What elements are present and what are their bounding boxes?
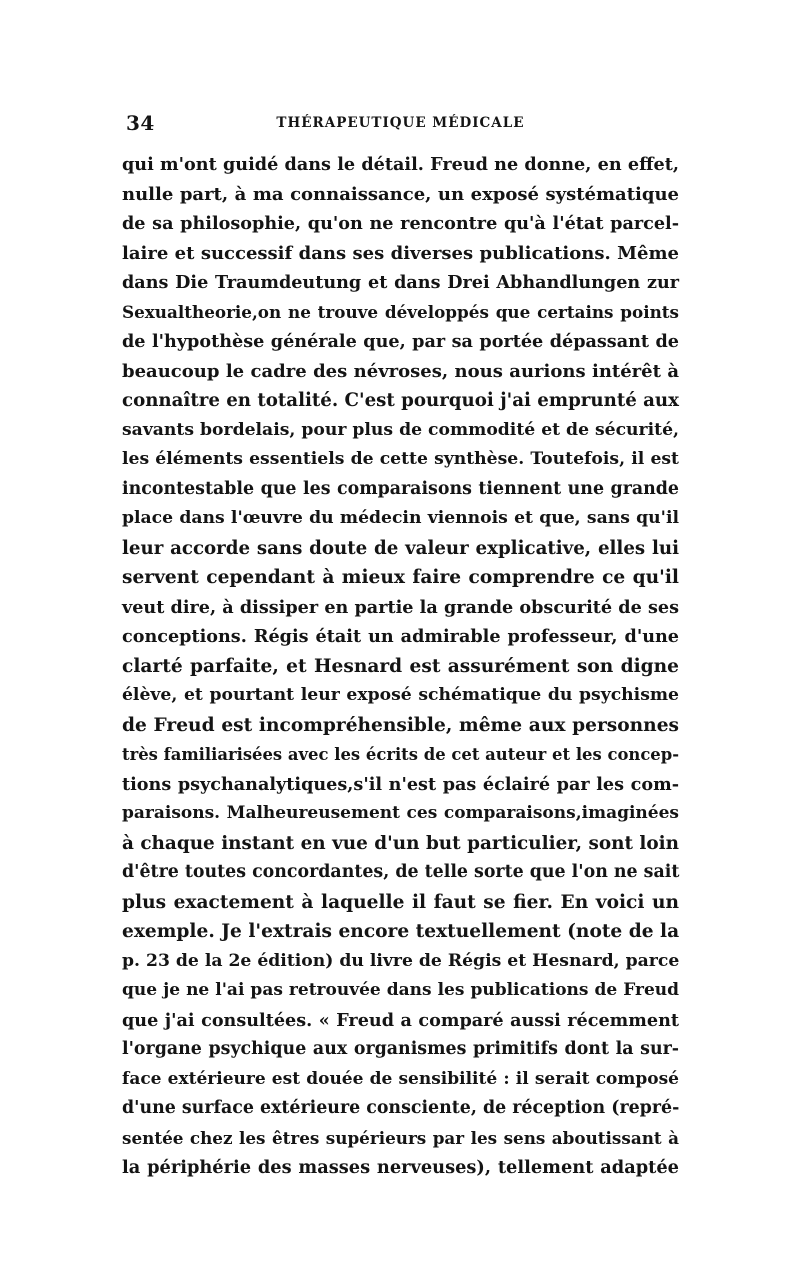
text-line: dans Die Traumdeutung et dans Drei Abhandlungen zur: [122, 272, 679, 293]
text-line: face extérieure est douée de sensibilité : il serait composé: [122, 1068, 679, 1089]
text-line: veut dire, à dissiper en partie la grande obscurité de ses: [122, 596, 679, 618]
text-line: élève, et pourtant leur exposé schématique du psychisme: [122, 685, 679, 705]
text-line: conceptions. Régis était un admirable professeur, d'une: [122, 626, 679, 647]
text-line: d'une surface extérieure consciente, de réception (repré-: [122, 1098, 680, 1118]
text-line: qui m'ont guidé dans le détail. Freud ne donne, en effet,: [122, 154, 679, 175]
text-line: que je ne l'ai pas retrouvée dans les publications de Freud: [122, 980, 679, 1000]
text-line: p. 23 de la 2e édition) du livre de Régis et Hesnard, parce: [122, 950, 680, 971]
text-line: tions psychanalytiques,s'il n'est pas éclairé par les com-: [122, 773, 679, 795]
text-line: incontestable que les comparaisons tiennent une grande: [122, 478, 679, 499]
page-header: [122, 111, 679, 141]
text-line: la périphérie des masses nerveuses), tellement adaptée: [122, 1157, 679, 1178]
text-line: sentée chez les êtres supérieurs par les sens aboutissant à: [122, 1127, 679, 1148]
text-line: très familiarisées avec les écrits de cet auteur et les concep-: [122, 745, 679, 764]
text-line: connaître en totalité. C'est pourquoi j'ai emprunté aux: [122, 390, 679, 411]
text-line: paraisons. Malheureusement ces comparaisons,imaginées: [122, 803, 679, 823]
text-line: place dans l'œuvre du médecin viennois et que, sans qu'il: [122, 508, 679, 528]
text-line: leur accorde sans doute de valeur explicative, elles lui: [122, 537, 679, 559]
text-line: beaucoup le cadre des névroses, nous aurions intérêt à: [122, 360, 679, 382]
text-line: d'être toutes concordantes, de telle sorte que l'on ne sait: [122, 862, 680, 882]
text-line: laire et successif dans ses diverses publications. Même: [122, 242, 679, 264]
text-line: de sa philosophie, qu'on ne rencontre qu'à l'état parcel-: [122, 213, 679, 234]
text-line: plus exactement à laquelle il faut se fier. En voici un: [122, 891, 679, 913]
text-line: l'organe psychique aux organismes primitifs dont la sur-: [122, 1039, 679, 1059]
text-line: les éléments essentiels de cette synthèse. Toutefois, il est: [122, 449, 679, 469]
book-page: [122, 0, 679, 1262]
text-line: clarté parfaite, et Hesnard est assurément son digne: [122, 655, 679, 677]
text-line: que j'ai consultées. « Freud a comparé aussi récemment: [122, 1009, 679, 1031]
text-line: exemple. Je l'extrais encore textuellement (note de la: [122, 921, 680, 942]
text-line: de Freud est incompréhensible, même aux personnes: [122, 714, 679, 736]
text-line: Sexualtheorie,on ne trouve développés que certains points: [122, 301, 679, 322]
body-text: [122, 150, 679, 1183]
text-line: nulle part, à ma connaissance, un exposé systématique: [122, 183, 679, 205]
running-title: THÉRAPEUTIQUE MÉDICALE: [276, 115, 525, 131]
text-line: à chaque instant en vue d'un but particulier, sont loin: [122, 832, 679, 854]
text-line: de l'hypothèse générale que, par sa portée dépassant de: [122, 331, 679, 352]
page-number: 34: [126, 111, 155, 135]
text-line: savants bordelais, pour plus de commodité et de sécurité,: [122, 419, 679, 440]
text-line: servent cependant à mieux faire comprendre ce qu'il: [122, 567, 679, 588]
